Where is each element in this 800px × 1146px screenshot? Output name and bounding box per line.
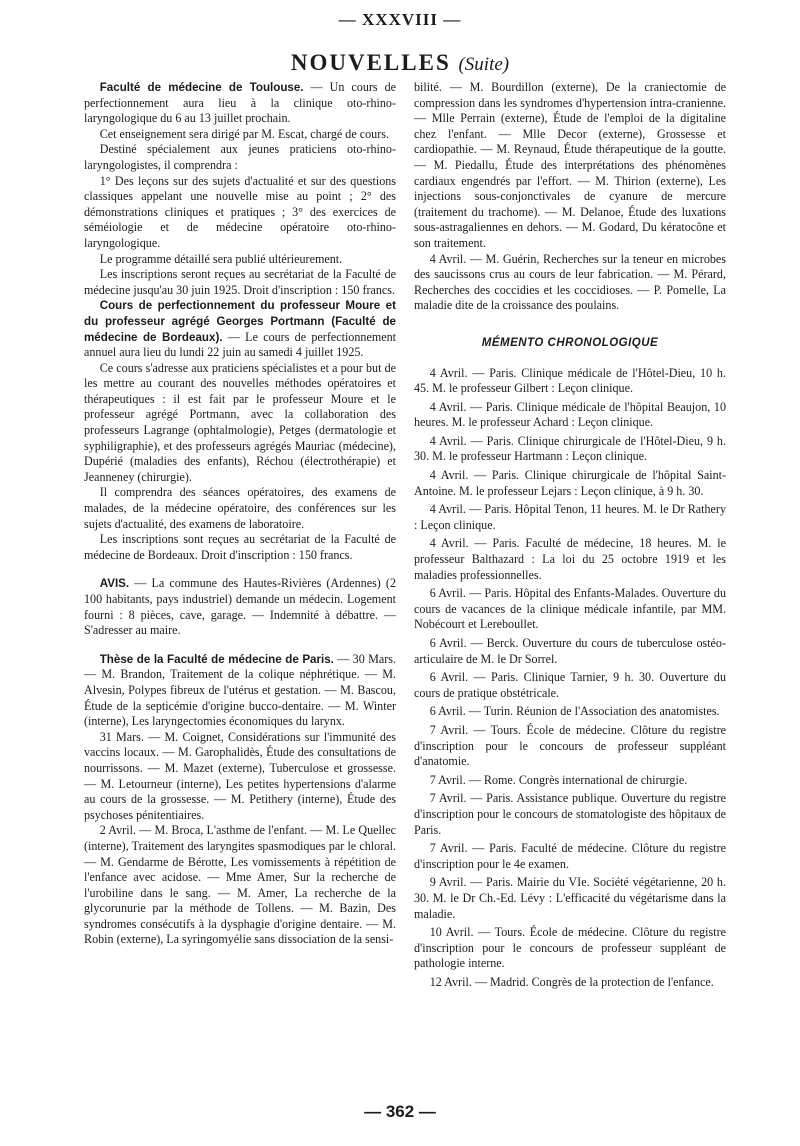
- april4-theses: 4 Avril. — M. Guérin, Recherches sur la teneur en microbes des saucissons crus au cours de leur fabrication. — M. Pérard, Recherches des coccidies et les coccidioses. — P. Pomelle, La maladie dite de la croissance des poulains.: [414, 251, 726, 313]
- memento-entry: 7 Avril. — Paris. Faculté de médecine. Clôture du registre d'inscription pour le 4e examen.: [414, 841, 726, 871]
- theses-p1: — 30 Mars. — M. Brandon, Traitement de la colique néphrétique. — M. Alvesin, Polypes fibreux de l'utérus et gestation. — M. Bascou, Étude de la septicémie d'origine bucco-dentaire. — M. Winter (interne), Les laryngectomies économiques du larynx.: [84, 651, 396, 729]
- memento-title: MÉMENTO CHRONOLOGIQUE: [481, 336, 659, 349]
- toulouse-heading: Faculté de médecine de Toulouse.: [99, 81, 304, 94]
- toulouse-p2: Cet enseignement sera dirigé par M. Escat, chargé de cours.: [99, 126, 389, 141]
- memento-entry: 4 Avril. — Paris. Faculté de médecine, 18 heures. M. le professeur Balthazard : La loi du 25 octobre 1919 et les maladies professionnelles.: [414, 536, 726, 582]
- theses-paragraph: [84, 652, 396, 730]
- bordeaux-p4: Les inscriptions sont reçues au secrétariat de la Faculté de médecine de Bordeaux. Droit d'inscription : 150 francs.: [84, 532, 396, 562]
- left-column: [84, 80, 396, 948]
- toulouse-p6: Les inscriptions seront reçues au secrétariat de la Faculté de médecine jusqu'au 30 juin 1925. Droit d'inscription : 150 francs.: [84, 267, 396, 297]
- memento-entry: 6 Avril. — Turin. Réunion de l'Association des anatomistes.: [429, 704, 720, 719]
- memento-entry: 9 Avril. — Paris. Mairie du VIe. Société végétarienne, 20 h. 30. M. le Dr Ch.-Ed. Lévy : L'efficacité du végétarisme dans la maladie.: [414, 875, 726, 921]
- toulouse-text: — Un cours de perfectionnement aura lieu à la clinique oto-rhino-laryngologique du 6 au 13 juillet prochain.: [84, 80, 397, 126]
- memento-entry: 7 Avril. — Paris. Assistance publique. Ouverture du registre d'inscription pour le concours de stomatologiste des hôpitaux de Paris.: [414, 791, 726, 837]
- memento-entry: 12 Avril. — Madrid. Congrès de la protection de l'enfance.: [429, 974, 714, 989]
- toulouse-p4: 1° Des leçons sur des sujets d'actualité et sur des questions classiques appelant une nouvelle mise au point ; 2° des démonstrations cliniques et pratiques ; 3° des exercices de séméiologie et de médecine opératoire oto-rhino-laryngologique.: [84, 173, 396, 250]
- page-header-roman: — XXXVIII —: [338, 10, 462, 29]
- bordeaux-text: — Le cours de perfectionnement annuel aura lieu du lundi 22 juin au samedi 4 juillet 1925.: [84, 329, 396, 360]
- bordeaux-p2: Ce cours s'adresse aux praticiens spécialistes et a pour but de les mettre au courant des nouvelles méthodes opératoires et thérapeutiques : il est fait par le professeur Moure et le professeur agrégé Portmann, avec la collaboration des professeurs Lagrange (ophtalmologie), Petges (dermatologie et syphiligraphie), et des professeurs agrégés Mauriac (médecine), Dupérié (maladies des enfants), Réchou (électrothérapie) et Jeanneney (chirurgie).: [84, 360, 396, 484]
- theses-heading: Thèse de la Faculté de médecine de Paris.: [99, 652, 334, 666]
- memento-entry: 4 Avril. — Paris. Hôpital Tenon, 11 heures. M. le Dr Rathery : Leçon clinique.: [414, 502, 726, 532]
- memento-entry: 6 Avril. — Paris. Hôpital des Enfants-Malades. Ouverture du cours de vacances de la clinique médicale infantile, par MM. Nobécourt et Lereboullet.: [414, 586, 726, 632]
- memento-entry: 4 Avril. — Paris. Clinique chirurgicale de l'Hôtel-Dieu, 9 h. 30. M. le professeur Hartmann : Leçon clinique.: [414, 433, 726, 464]
- memento-entry: 4 Avril. — Paris. Clinique médicale de l'hôpital Beaujon, 10 heures. M. le professeur Achard : Leçon clinique.: [414, 399, 726, 430]
- memento-entry: 7 Avril. — Rome. Congrès international de chirurgie.: [429, 772, 688, 787]
- avis-paragraph: [84, 576, 396, 638]
- bordeaux-p3: Il comprendra des séances opératoires, des examens de malades, de la médecine opératoire, des conférences sur les sujets d'actualité, des examens de laboratoire.: [84, 485, 396, 531]
- memento-entry: 4 Avril. — Paris. Clinique chirurgicale de l'hôpital Saint-Antoine. M. le professeur Lejars : Leçon clinique, à 9 h. 30.: [414, 468, 726, 498]
- avis-text: — La commune des Hautes-Rivières (Ardennes) (2 100 habitants, pays industriel) demande un médecin. Logement fourni : 8 pièces, cave, garage. — Indemnité à débattre. — S'adresser au maire.: [84, 576, 396, 638]
- theses-p3: 2 Avril. — M. Broca, L'asthme de l'enfant. — M. Le Quellec (interne), Traitement des laryngites spasmodiques par le chloral. — M. Gendarme de Bérotte, Les vomissements à répétition de l'enfance avec acidose. — Mme Amer, Sur la recherche de l'urobiline dans le sang. — M. Amer, La recherche de la glycorunurie par la méthode de Tollens. — M. Bazin, Des syndromes consécutifs à la dysphagie d'origine dentaire. — M. Robin (externe), La syringomyélie sans dissociation de la sensi-: [84, 823, 396, 947]
- memento-entry: 6 Avril. — Berck. Ouverture du cours de tuberculose ostéo-articulaire de M. le Dr Sorrel.: [414, 636, 726, 666]
- bordeaux-heading: Cours de perfectionnement du professeur Moure et du professeur agrégé Georges Portmann (Faculté de médecine de Bordeaux).: [84, 299, 396, 344]
- page-number: — 362 —: [364, 1102, 436, 1121]
- memento-entry: 10 Avril. — Tours. École de médecine. Clôture du registre d'inscription pour le concours de professeur suppléant de pathologie interne.: [414, 925, 726, 971]
- memento-entry: 4 Avril. — Paris. Clinique médicale de l'Hôtel-Dieu, 10 h. 45. M. le professeur Gilbert : Leçon clinique.: [414, 365, 726, 396]
- section-title-text: NOUVELLES: [290, 50, 451, 75]
- memento-list: [414, 366, 726, 991]
- theses-continuation: bilité. — M. Bourdillon (externe), De la craniectomie de compression dans les syndromes d'hypertension intra-cranienne. — Mlle Perrain (externe), Étude de l'emploi de la digitaline chez l'enfant. — Mlle Decor (externe), Grossesse et cardiopathie. — M. Reynaud, Étude thérapeutique de la goutte. — M. Piedallu, Étude des interprétations des phénomènes cardiaux engendrés par l'effort. — M. Thirion (externe), Les injections sous-conjonctivales de cyanure de mercure (traitement du trachome). — M. Delanoe, Étude des luxations sous-astragaliennes en dehors. — M. Godard, Du kératocône et son traitement.: [414, 80, 726, 250]
- memento-entry: 7 Avril. — Tours. École de médecine. Clôture du registre d'inscription pour le concours de professeur suppléant d'anatomie.: [414, 722, 726, 769]
- toulouse-p3: Destiné spécialement aux jeunes praticiens oto-rhino-laryngologistes, il comprendra :: [84, 142, 396, 172]
- right-column: [414, 80, 726, 993]
- memento-entry: 6 Avril. — Paris. Clinique Tarnier, 9 h. 30. Ouverture du cours de pratique obstétricale.: [414, 670, 726, 700]
- toulouse-p5: Le programme détaillé sera publié ultérieurement.: [99, 251, 343, 266]
- theses-p2: 31 Mars. — M. Coignet, Considérations sur l'immunité des vaccins locaux. — M. Garophalidès, Étude des consultations de nourrissons. — M. Mazet (externe), Tuberculose et grossesse. — M. Letourneur (interne), Les petites hypertensions d'alarme au cours de la grossesse. — M. Petithery (interne), Étude des psychoses pénitentiaires.: [84, 729, 396, 822]
- section-title: [0, 50, 800, 76]
- section-subtitle: (Suite): [458, 54, 510, 75]
- avis-heading: AVIS.: [99, 577, 130, 591]
- bordeaux-paragraph: [84, 298, 396, 360]
- toulouse-paragraph: [84, 80, 396, 127]
